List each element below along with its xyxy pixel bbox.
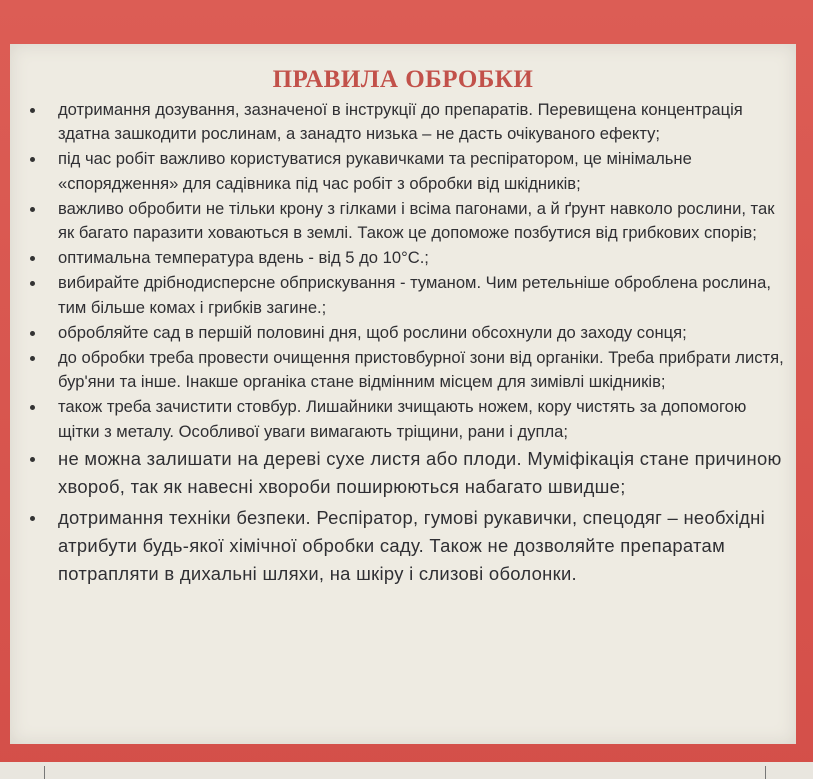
list-item (10, 197, 790, 245)
bullet-icon (30, 457, 35, 462)
bottom-paper-strip (0, 762, 813, 779)
list-item (10, 321, 790, 345)
bullet-icon (30, 516, 35, 521)
list-item (10, 346, 790, 394)
list-item-text: дотримання техніки безпеки. Респіратор, гумові рукавички, спецодяг – необхідні атрибути будь-якої хімічної обробки саду. Також не дозволяйте препаратам потрапляти в дихальні шляхи, на шкіру і слизові оболонки. (58, 506, 765, 584)
list-item-text: до обробки треба провести очищення пристовбурної зони від органіки. Треба прибрати листя, бур'яни та інше. Інакше органіка стане відмінним місцем для зимівлі шкідників; (58, 348, 784, 392)
list-item (10, 504, 790, 588)
bullet-icon (30, 256, 35, 261)
list-item-text: обробляйте сад в першій половині дня, щоб рослини обсохнули до заходу сонця; (58, 322, 687, 342)
list-item-text: під час робіт важливо користуватися рукавичками та респіратором, це мінімальне «спорядження» для садівника під час робіт з обробки від шкідників; (58, 149, 692, 193)
list-item-text: оптимальна температура вдень - від 5 до 10°С.; (58, 248, 429, 268)
bullet-icon (30, 331, 35, 336)
bullet-icon (30, 281, 35, 286)
bullet-icon (30, 108, 35, 113)
bullet-icon (30, 207, 35, 212)
bullet-icon (30, 356, 35, 361)
list-item (10, 246, 790, 270)
list-item (10, 395, 790, 443)
rules-list (10, 98, 790, 588)
bullet-icon (30, 405, 35, 410)
bullet-icon (30, 157, 35, 162)
list-item-text: важливо обробити не тільки крону з гілками і всіма пагонами, а й ґрунт навколо рослини, так як багато паразити ховаються в землі. Також це допоможе позбутися від грибкових спорів; (58, 198, 775, 243)
list-item-text: вибирайте дрібнодисперсне обприскування - туманом. Чим ретельніше оброблена рослина, тим більше комах і грибків загине.; (58, 273, 771, 317)
list-item-text: не можна залишати на дереві сухе листя або плоди. Муміфікація стане причиною хвороб, так як навесні хвороби поширюються набагато швидше; (58, 447, 782, 497)
list-item (10, 98, 790, 146)
page-title: ПРАВИЛА ОБРОБКИ (272, 66, 534, 93)
strip-divider (44, 766, 45, 779)
list-item-text: також треба зачистити стовбур. Лишайники зчищають ножем, кору чистять за допомогою щітки з металу. Особливої уваги вимагають тріщини, рани і дупла; (58, 397, 747, 441)
strip-divider (765, 766, 766, 779)
rules-card (10, 44, 796, 744)
list-item (10, 445, 790, 501)
list-item (10, 147, 790, 195)
list-item-text: дотримання дозування, зазначеної в інструкції до препаратів. Перевищена концентрація здатна зашкодити рослинам, а занадто низька – не дасть очікуваного ефекту; (58, 100, 743, 144)
list-item (10, 271, 790, 319)
